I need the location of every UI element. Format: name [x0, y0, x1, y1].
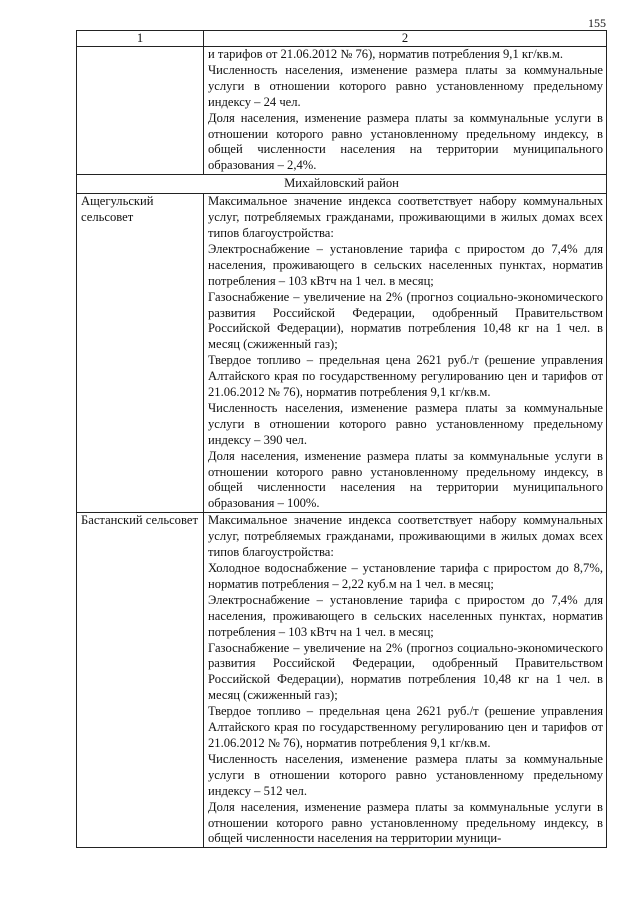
settlement-description [204, 194, 607, 513]
page-number: 155 [588, 16, 606, 30]
settlement-name: Ащегульский сельсовет [77, 194, 204, 513]
continuation-paragraph: Доля населения, изменение размера платы за коммунальные услуги в отношении которого равно установленному предельному индексу, в общей численности населения на территории муниципального образования – 2,4%. [208, 110, 603, 173]
description-paragraph: Численность населения, изменение размера платы за коммунальные услуги в отношении которого равно установленному предельному индексу – 390 чел. [208, 400, 603, 447]
continuation-text-cell [204, 47, 607, 175]
continuation-paragraph: Численность населения, изменение размера платы за коммунальные услуги в отношении которого равно установленному предельному индексу – 24 чел. [208, 62, 603, 109]
description-paragraph: Максимальное значение индекса соответствует набору коммунальных услуг, потребляемых гражданами, проживающими в жилых домах всех типов благоустройства: [208, 194, 603, 240]
continuation-paragraph: и тарифов от 21.06.2012 № 76), норматив потребления 9,1 кг/кв.м. [208, 47, 564, 61]
description-paragraph: Численность населения, изменение размера платы за коммунальные услуги в отношении которого равно установленному предельному индексу – 512 чел. [208, 751, 603, 798]
table-row [77, 513, 607, 848]
continuation-row [77, 47, 607, 175]
description-paragraph: Твердое топливо – предельная цена 2621 руб./т (решение управления Алтайского края по государственному регулированию цен и тарифов от 21.06.2012 № 76), норматив потребления 9,1 кг/кв.м. [208, 704, 603, 750]
continuation-name-cell [77, 47, 204, 175]
description-paragraph: Электроснабжение – установление тарифа с приростом до 7,4% для населения, проживающего в сельских населенных пунктах, норматив потребления – 103 кВтч на 1 чел. в месяц; [208, 241, 603, 288]
table-header-row [77, 31, 607, 47]
description-paragraph: Доля населения, изменение размера платы за коммунальные услуги в отношении которого равно установленному предельному индексу, в общей численности населения на территории муници- [208, 799, 603, 846]
description-paragraph: Газоснабжение – увеличение на 2% (прогноз социально-экономического развития Российской Федерации, одобренный Правительством Российской Федерации), норматив потребления 10,48 кг на 1 чел. в месяц (сжиженный газ); [208, 640, 603, 703]
description-paragraph: Электроснабжение – установление тарифа с приростом до 7,4% для населения, проживающего в сельских населенных пунктах, норматив потребления – 103 кВтч на 1 чел. в месяц; [208, 592, 603, 639]
column-header-1: 1 [77, 31, 204, 47]
description-paragraph: Твердое топливо – предельная цена 2621 руб./т (решение управления Алтайского края по государственному регулированию цен и тарифов от 21.06.2012 № 76), норматив потребления 9,1 кг/кв.м. [208, 353, 603, 400]
description-paragraph: Доля населения, изменение размера платы за коммунальные услуги в отношении которого равно установленному предельному индексу, в общей численности населения на территории муниципального образования – 100%. [208, 448, 603, 511]
description-paragraph: Газоснабжение – увеличение на 2% (прогноз социально-экономического развития Российской Федерации, одобренный Правительством Российской Федерации), норматив потребления 10,48 кг на 1 чел. в месяц (сжиженный газ); [208, 289, 603, 352]
description-paragraph: Максимальное значение индекса соответствует набору коммунальных услуг, потребляемых гражданами, проживающими в жилых домах всех типов благоустройства: [208, 513, 603, 560]
tariff-table [76, 30, 607, 848]
settlement-description [204, 513, 607, 848]
district-title: Михайловский район [77, 175, 607, 194]
description-paragraph: Холодное водоснабжение – установление тарифа с приростом до 8,7%, норматив потребления – 2,22 куб.м на 1 чел. в месяц; [208, 561, 603, 591]
column-header-2: 2 [204, 31, 607, 47]
table-row [77, 194, 607, 513]
district-row [77, 175, 607, 194]
settlement-name: Бастанский сельсовет [77, 513, 204, 848]
